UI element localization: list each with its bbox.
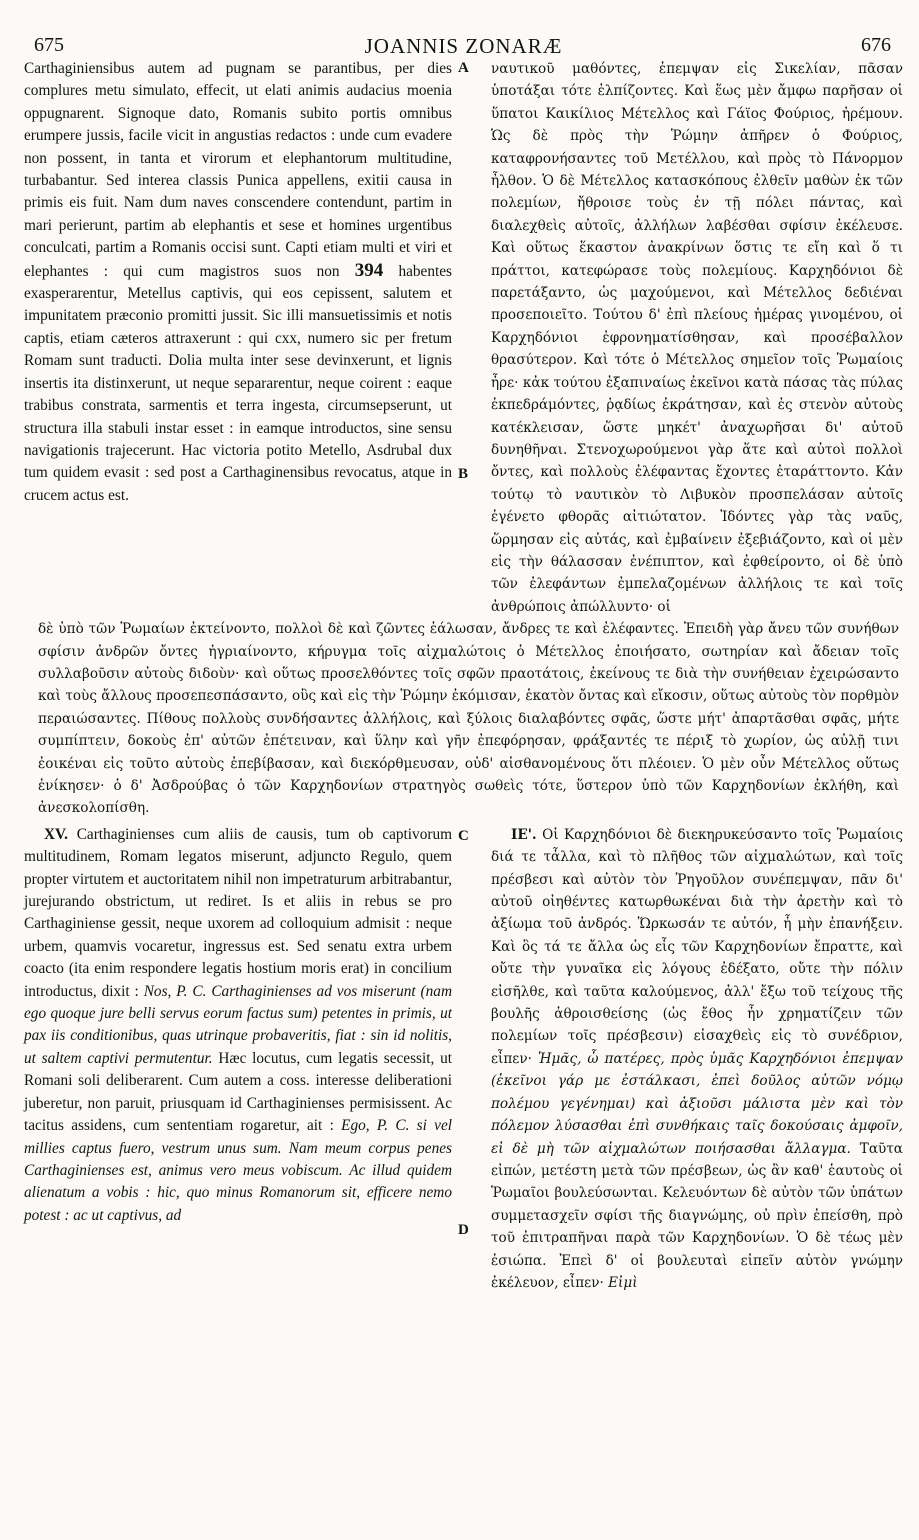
latin-chapter-text-2: Hæc locutus, cum legatis secessit, ut Romani soli deliberarent. Cum autem a coss. interesse deliberationi juberetur, non paruit, priusquam id Carthaginienses permisissent. Ac tacitus assidens, cum sententiam rogaretur, ait : bbox=[24, 1049, 452, 1135]
latin-text-part2: habentes exasperarentur, Metellus captivis, qui eos cepissent, salutem et impunitatem præconio promitti jussit. Sic illi mansuetissimis et notis captis, etiam cæteros attraxerunt : qui cxx, numero sic per fretum Romam sunt traducti. Dolia multa inter sese devinxerunt, et lignis insertis ita distinxerunt, ut neque separarentur, neque coirent : eaque trabibus constrata, sarmentis et terra ingesta, circumsepserunt, ut structura illa stabuli instar esset : in eamque introductos, sine sensu navigationis trajecerunt. Hac victoria potito Metello, Asdrubal dux tum quidem evasit : sed post a Carthaginensibus revocatus, atque in crucem actus est. bbox=[24, 262, 452, 504]
greek-column-2 bbox=[491, 824, 903, 1295]
latin-chapter-text: Carthaginienses cum aliis de causis, tum ob captivorum multitudinem, Romam legatos miserunt, adjuncto Regulo, quem propter virtutem et auctoritatem nihil non impetraturum arbitrabantur, jurejurando obstrictum, ut rediret. Is et aliis in rebus se pro Carthaginiense gessit, neque uxorem ad colloquium admisit : neque urbem, quamvis vocaretur, ingressus est. Sed senatu extra urbem coacto (ita enim respondere legatis hostium moris erat) in concilium introductus, dixit : bbox=[24, 825, 452, 1000]
marker-b: B bbox=[458, 466, 469, 482]
latin-text-part1: Carthaginiensibus autem ad pugnam se parantibus, per dies complures metu simulato, effecit, ut elati animis audacius moenia oppugnarent. Signoque dato, Romanis subito portis omnibus erumpere jussis, facile vicit in angustias redactos : unde cum evadere non possent, in tanta et virorum et elephantorum multitudine, turbabantur. Sed interea classis Punica appellens, exitii causa in primis eis fuit. Nam dum naves conscendere contendunt, partim in mari perierunt, partim ab elephantis et sese et homines urgentibus conculcati, partim a Romanis occisi sunt. Capti etiam multi et viri et elephantes : qui cum magistros suos non bbox=[24, 60, 452, 280]
greek-full-width-text bbox=[24, 618, 903, 820]
greek-chapter-heading: ΙΕ'. bbox=[511, 826, 537, 843]
latin-speech-1: Nos, P. C. Carthaginienses ad vos miserunt (nam ego quoque jure belli servus eorum factus sum) petentes in primis, ut pax iis conditionibus, quas utrinque probaveritis, fiat : sin id nolitis, ut saltem captivi permutentur. bbox=[24, 982, 452, 1067]
greek-column-1 bbox=[491, 58, 903, 618]
greek-full-paragraph: δὲ ὑπὸ τῶν Ῥωμαίων ἐκτείνοντο, πολλοὶ δὲ καὶ ζῶντες ἑάλωσαν, ἄνδρες τε καὶ ἐλέφαντες. Ἐπειδὴ γὰρ ἄνευ τῶν συνήθων σφίσιν ἀνδρῶν ὄντες ἠγριαίνοντο, κήρυγμα τοῖς αἰχμαλώτοις ὁ Μέτελλος ἐποιήσατο, σωτηρίαν καὶ ἄδειαν τοῖς συλλαβοῦσιν αὐτοὺς διδοὺν· καὶ οὕτως προσελθόντες τοῖς σφῶν πραοτάτοις, ἐκείνους τε διὰ τὴν συνήθειαν ἐχειρώσαντο καὶ τοὺς ἄλλους προσεπεσπάσαντο, οὓς καὶ εἰς τὴν Ῥώμην ἐκόμισαν, ἑκατὸν ὄντας καὶ εἴκοσιν, οὕτως αὐτοὺς τὸν πορθμὸν περαιώσαντες. Πίθους πολλοὺς συνδήσαντες ἀλλήλοις, καὶ ξύλοις διαλαβόντες σφᾶς, ὥστε μήτ' ἀπαρτᾶσθαι σφᾶς, μήτε συμπίπτειν, δοκοὺς ἐπ' αὐτῶν ἐπέτειναν, καὶ ὕλην καὶ γῆν ἐπεφόρησαν, φράξαντές τε πέριξ τὸ χωρίον, ὡς αὐλῇ τινι ἐοικέναι εἰς τοῦτο αὐτοὺς ἐπεβίβασαν, καὶ διεκόρθμευσαν, οὐδ' αἰσθανομένους ὅτι πλέοιεν. Ὁ μὲν οὖν Μέτελλος οὕτως ἐνίκησεν· ὁ δ' Ἀσδρούβας ὁ τῶν Καρχηδονίων στρατηγὸς σωθεὶς τότε, ὕστερον ὑπὸ τῶν Καρχηδονίων ἐκλήθη, καὶ ἀνεσκολοπίσθη. bbox=[38, 621, 899, 817]
latin-column-2 bbox=[24, 824, 452, 1227]
greek-speech-1: Ἡμᾶς, ὦ πατέρες, πρὸς ὑμᾶς Καρχηδόνιοι ἐπεμψαν (ἐκεῖνοι γάρ με ἐστάλκασι, ἐπεὶ δοῦλος αὐτῶν νόμῳ πολέμου γεγένημαι) καὶ ἀξιοῦσι μάλιστα μὲν καὶ τὸν πόλεμον λύσασθαι ἐπὶ συνθήκαις ταῖς δοκούσαις ἀμφοῖν, εἰ δὲ μὴ τῶν αἰχμαλώτων ποιήσασθαι ἄλλαγμα. bbox=[491, 1050, 904, 1157]
section-two bbox=[24, 824, 903, 1295]
marker-c: C bbox=[458, 827, 469, 844]
latin-speech-2: Ego, P. C. si vel millies captus fuero, vestrum unus sum. Nam meum corpus penes Carthaginienses est, animus vero meus vobiscum. Ac illud quidem alienatum a vobis : hic, quo minus Romanorum sit, efficere nemo potest : ac ut captivus, ad bbox=[24, 1117, 452, 1224]
marker-d: D bbox=[458, 1221, 469, 1238]
page-number-left: 675 bbox=[34, 34, 64, 56]
greek-chapter-ie bbox=[491, 824, 903, 1295]
section-one bbox=[24, 58, 903, 820]
greek-chapter-text-2: Ταῦτα εἰπών, μετέστη μετὰ τῶν πρέσβεων, ὡς ἂν καθ' ἑαυτοὺς οἱ Ῥωμαῖοι βουλεύσωνται. Κελευόντων δὲ αὐτὸν τῶν ὑπάτων συμμετασχεῖν σφίσι τῆς διαγνώμης, οὐ πρὶν ἐπείσθη, πρὸ τοῦ ἐπιτραπῆναι παρὰ τῶν Καρχηδονίων. Ὁ δὲ τέως μὲν ἐσιώπα. Ἐπεὶ δ' οἱ βουλευταὶ εἰπεῖν αὐτὸν γνώμην ἐκέλευον, εἶπεν· bbox=[491, 1140, 903, 1291]
running-title: JOANNIS ZONARÆ bbox=[364, 34, 563, 58]
latin-paragraph bbox=[24, 58, 452, 507]
greek-speech-2: Εἰμὶ bbox=[608, 1274, 638, 1291]
page-number-right: 676 bbox=[861, 34, 891, 56]
latin-column-1 bbox=[24, 58, 452, 507]
greek-chapter-text: Οἱ Καρχηδόνιοι δὲ διεκηρυκεύσαντο τοῖς Ῥωμαίοις διά τε τἆλλα, καὶ τὸ πλῆθος τῶν αἰχμαλώτων, καὶ τοῖς πρέσβεσι καὶ αὐτὸν τὸν Ῥηγοῦλον συνέπεμψαν, πᾶν δι' αὐτοῦ οἰηθέντες κατωρθωκέναι διὰ τὴν ἀρετὴν καὶ τὸ ἀξίωμα τοῦ ἀνδρός. Ὥρκωσάν τε αὐτόν, ἦ μὴν ἐπανήξειν. Καὶ ὃς τά τε ἄλλα ὡς εἷς τῶν Καρχηδονίων ἔπραττε, καὶ οὔτε τὴν γυναῖκα εἰς λόγους ἐδέξατο, οὔτε τὴν πόλιν εἰσῆλθε, καὶ ταῦτα καλούμενος, ἀλλ' ἔξω τοῦ τείχους τῆς βουλῆς ἀθροισθείσης (ὡς ἔθος ἦν χρηματίζειν τῶν πολεμίων τοῖς πρέσβεσιν) εἰσαχθεὶς εἰς τὸ συνέδριον, εἶπεν· bbox=[491, 826, 903, 1067]
greek-paragraph: ναυτικοῦ μαθόντες, ἐπεμψαν εἰς Σικελίαν, πᾶσαν ὑποτάξαι τότε ἐλπίζοντες. Καὶ ἕως μὲν ἄμφω παρῆσαν οἱ ὕπατοι Καικίλιος Μέτελλος καὶ Γάϊος Φούριος, ἠρέμουν. Ὡς δὲ πρὸς τὴν Ῥώμην ἀπῆρεν ὁ Φούριος, καταφρονήσαντες τοῦ Μετέλλου, καὶ πρὸς τὸ Πάνορμον ἦλθον. Ὁ δὲ Μέτελλος κατασκόπους ἐλθεῖν μαθὼν ἐκ τῶν πολεμίων, ἤθροισε τοὺς ἐν τῇ πόλει πάντας, καὶ διαλεχθεὶς αὐτοῖς, ἀλλήλων λαβέσθαι σφίσιν ἐκέλευσε. Καὶ οὕτως ἕκαστον ἀνακρίνων ὅστις τε εἴη καὶ ὅ τι πράττοι, κατεφώρασε τοὺς πολεμίους. Καρχηδόνιοι δὲ παρετάξαντο, ὡς μαχούμενοι, καὶ Μέτελλος δεδιέναι προσεποιεῖτο. Τούτου δ' ἐπὶ πλείους ἡμέρας γινομένου, οἱ Καρχηδόνιοι ἐφρονηματίσθησαν, καὶ προσέβαλλον θρασύτερον. Καὶ τότε ὁ Μέτελλος σημεῖον τοῖς Ῥωμαίοις ἦρε· κἀκ τούτου ἐξαπιναίως ἐκεῖνοι κατὰ πάσας τὰς πύλας ἐκπεδράμόντες, ῥᾳδίως ἐκράτησαν, καὶ ἐς στενὸν αὐτοὺς κατέκλεισαν, ὥστε μηκέτ' ἀναχωρῆσαι δι' αὐτοῦ δυνηθῆναι. Στενοχωρούμενοι γὰρ ἅτε καὶ αὐτοὶ πολλοὶ ὄντες, καὶ πολλοὺς ἐλέφαντας ἔχοντες ἐταράττοντο. Κἀν τούτῳ τὸ ναυτικὸν τὸ Λιβυκὸν προσπελάσαν αὐτοῖς ἐγένετο φθορᾶς αἰτιώτατον. Ἰδόντες γὰρ τὰς ναῦς, ὥρμησαν εἰς αὐτάς, καὶ ἐμβαίνειν ἐξεβιάζοντο, καὶ οἱ μὲν εἰς τὴν θάλασσαν ἐνέπιπτον, καὶ ἐφθείροντο, οἱ δὲ ὑπὸ τῶν ἐλεφάντων ἐμπελαζομένων ἀλλήλοις τε καὶ τοῖς ἀνθρώποις ἀπώλλυντο· οἱ bbox=[491, 61, 903, 615]
marker-a: A bbox=[458, 60, 469, 76]
folio-number: 394 bbox=[354, 259, 384, 281]
latin-chapter-xv bbox=[24, 824, 452, 1227]
latin-chapter-heading: XV. bbox=[44, 825, 68, 843]
running-header bbox=[24, 18, 903, 58]
